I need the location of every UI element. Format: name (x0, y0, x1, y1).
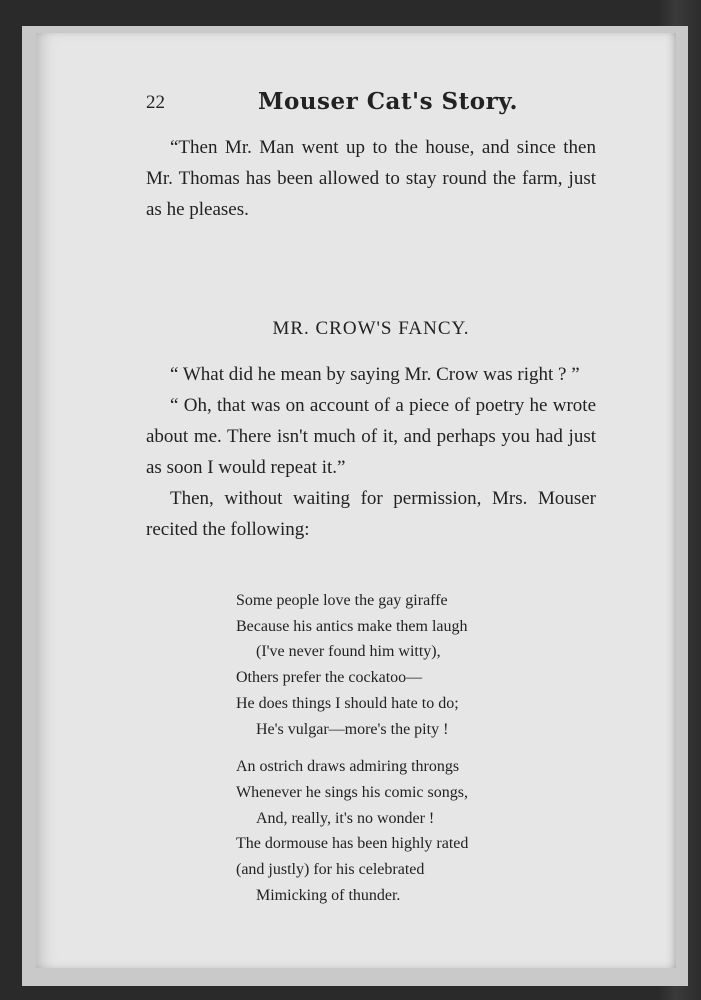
poem-line: The dormouse has been highly rated (236, 835, 469, 853)
poem-line: He's vulgar—more's the pity ! (256, 720, 449, 738)
poem-stanza (236, 754, 566, 908)
poem-line: (I've never found him witty), (256, 643, 441, 661)
paragraph: Then, without waiting for permission, Mrs. Mouser recited the following: (146, 488, 596, 540)
section-title: MR. CROW'S FANCY. (272, 318, 470, 339)
poem-line: Whenever he sings his comic songs, (236, 783, 468, 801)
book-page (36, 33, 676, 968)
poem-line: Some people love the gay giraffe (236, 592, 448, 609)
poem-line: And, really, it's no wonder ! (256, 809, 435, 827)
poem-line: Others prefer the cockatoo— (236, 669, 423, 687)
paragraph: “ Oh, that was on account of a piece of poetry he wrote about me. There isn't much of it, and perhaps you had just as soon I would repeat it.” (146, 395, 596, 478)
page-number: 22 (146, 92, 165, 113)
body-text (146, 359, 596, 545)
poem-line: (and justly) for his celebrated (236, 861, 425, 879)
running-title: Mouser Cat's Story. (258, 88, 518, 115)
poem-line: Mimicking of thunder. (256, 886, 401, 904)
paragraph: “ What did he mean by saying Mr. Crow was right ? ” (170, 364, 580, 385)
poem-line: He does things I should hate to do; (236, 694, 459, 712)
poem (236, 588, 566, 920)
poem-line: Because his antics make them laugh (236, 617, 468, 635)
page-header (146, 88, 606, 122)
poem-line: An ostrich draws admiring throngs (236, 758, 460, 776)
poem-stanza (236, 588, 566, 742)
opening-paragraph: “Then Mr. Man went up to the house, and since then Mr. Thomas has been allowed to stay round the farm, just as he pleases. (146, 137, 596, 220)
